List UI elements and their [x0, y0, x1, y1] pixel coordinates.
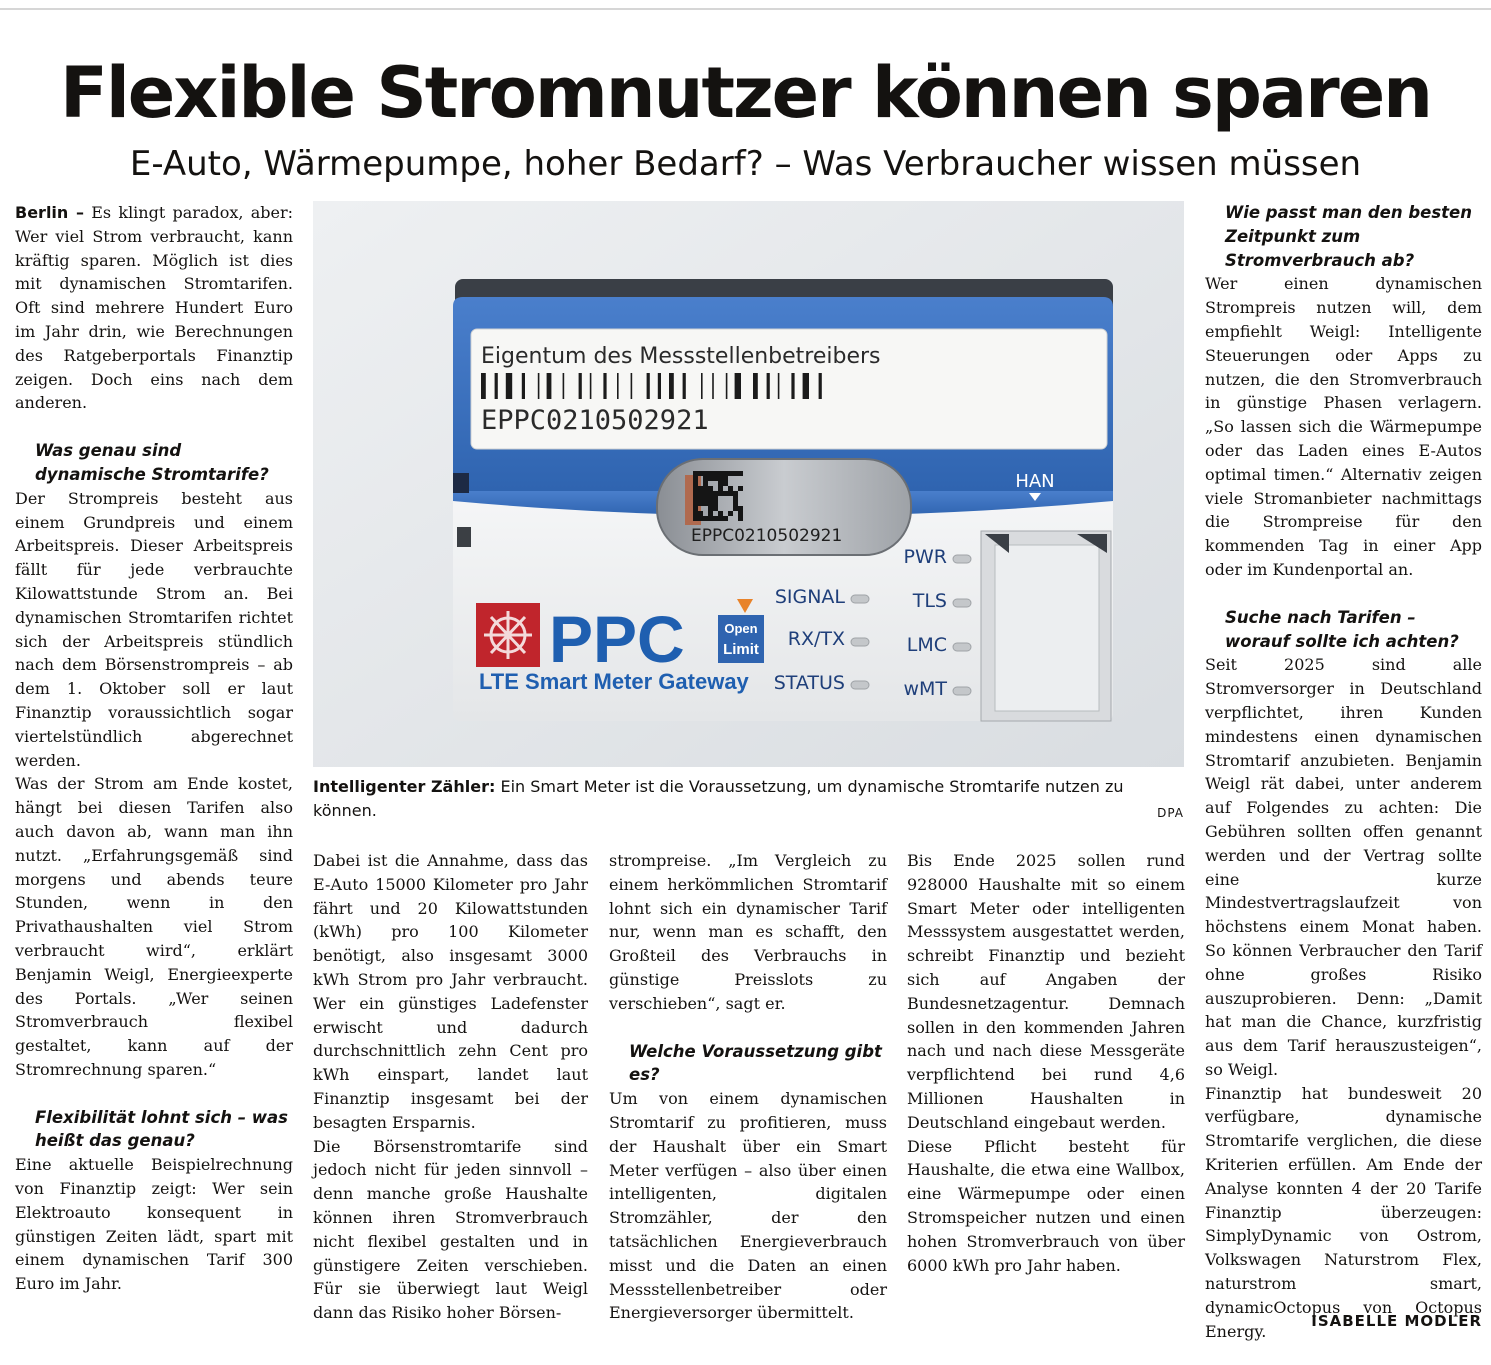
photo-caption: [313, 775, 1184, 823]
paragraph: Der Strompreis besteht aus einem Grundpreis und einem Arbeitspreis. Dieser Arbeitspreis fällt für jede verbrauchte Kilowattstunde Strom an. Bei dynamischen Stromtarifen richtet sich der Arbeitspreis stündlich nach dem Börsenstrompreis – ab dem 1. Oktober soll er laut Finanztip voraussichtlich sogar viertelstündlich abgerechnet werden.: [15, 488, 293, 770]
article-column-4: [907, 849, 1185, 1277]
article-column-5: [1205, 201, 1482, 1343]
product-name: LTE Smart Meter Gateway: [479, 669, 749, 694]
headline: Flexible Stromnutzer können sparen: [60, 52, 1431, 134]
photo-credit: DPA: [1157, 806, 1184, 820]
led-label-rxtx: RX/TX: [787, 628, 845, 650]
led-lmc: [953, 643, 971, 651]
subheading: Was genau sind dynamische Stromtarife?: [35, 441, 269, 484]
window-id: EPPC0210502921: [691, 526, 843, 546]
brand-name: PPC: [549, 602, 685, 676]
subheading: Suche nach Tarifen – worauf sollte ich achten?: [1225, 607, 1459, 651]
author-byline: ISABELLE MODLER: [1311, 1312, 1482, 1330]
led-status: [851, 681, 869, 689]
svg-text:Open: Open: [724, 621, 758, 636]
photo-smart-meter: [313, 201, 1184, 767]
paragraph: Bis Ende 2025 sollen rund 928000 Haushalte mit so einem Smart Meter oder intelligenten Messsystem ausgestattet werden, schreibt Finanztip und bezieht sich auf Angaben der Bundesnetzagentur. Demnach sollen in den kommenden Jahren nach und nach diese Messgeräte verpflichtend bei rund 4,6 Millionen Haushalten in Deutschland eingebaut werden.: [907, 851, 1185, 1132]
paragraph: Diese Pflicht besteht für Haushalte, die etwa eine Wallbox, eine Wärmepumpe oder einen Stromspeicher nutzen und einen hohen Stromverbrauch von über 6000 kWh pro Jahr haben.: [907, 1136, 1185, 1275]
led-signal: [851, 595, 869, 603]
article-column-1: [15, 201, 293, 1296]
ppc-logo-icon: [476, 603, 540, 667]
caption-label: Intelligenter Zähler:: [313, 777, 496, 796]
svg-text:Limit: Limit: [723, 641, 759, 658]
paragraph: Berlin – Es klingt paradox, aber: Wer viel Strom verbraucht, kann kräftig sparen. Möglich ist dies mit dynamischen Stromtarifen. Oft sind mehrere Hundert Euro im Jahr drin, wie Berechnungen des Ratgeberportals Finanztip zeigen. Doch eins nach dem anderen.: [15, 203, 293, 413]
smart-meter-illustration: [313, 201, 1184, 767]
paragraph: Eine aktuelle Beispielrechnung von Finanztip zeigt: Wer sein Elektroauto konsequent in günstigen Zeiten lädt, spart mit einem dynamischen Tarif 300 Euro im Jahr.: [15, 1155, 293, 1294]
led-label-status: STATUS: [773, 672, 845, 694]
led-pwr: [953, 555, 971, 563]
led-tls: [953, 599, 971, 607]
led-rxtx: [851, 638, 869, 646]
sticker-id: EPPC0210502921: [481, 405, 709, 436]
subheading: Flexibilität lohnt sich – was heißt das genau?: [35, 1107, 288, 1151]
paragraph: Um von einem dynamischen Stromtarif zu profitieren, muss der Haushalt über ein Smart Meter verfügen – also über einen intelligenten, digitalen Stromzähler, der den tatsächlichen Energieverbrauch misst und die Daten an einen Messstellenbetreiber oder Energieversorger übermittelt.: [609, 1089, 887, 1323]
sticker-title: Eigentum des Messstellenbetreibers: [481, 344, 881, 369]
paragraph: Was der Strom am Ende kostet, hängt bei diesen Tarifen also auch davon ab, wann man ihn nutzt. „Erfahrungsgemäß sind morgens und abends teure Stunden, wenn in den Privathaushalten viel Strom verbraucht wird“, erklärt Benjamin Weigl, Energieexperte des Portals. „Wer seinen Stromverbrauch flexibel gestaltet, kann auf der Stromrechnung sparen.“: [15, 774, 293, 1079]
paragraph: Seit 2025 sind alle Stromversorger in Deutschland verpflichtet, ihren Kunden mindestens einen dynamischen Stromtarif anzubieten. Benjamin Weigl rät dabei, unter anderem auf Folgendes zu achten: Die Gebühren sollten offen genannt werden und der Vertrag sollte eine kurze Mindestvertragslaufzeit von höchstens einem Monat haben. So können Verbraucher den Tarif ohne großes Risiko auszuprobieren. Denn: „Damit hat man die Chance, kurzfristig aus dem Tarif herauszusteigen“, so Weigl.: [1205, 655, 1482, 1079]
subheadline: E-Auto, Wärmepumpe, hoher Bedarf? – Was Verbraucher wissen müssen: [129, 144, 1362, 184]
caption-text: Ein Smart Meter ist die Voraussetzung, um dynamische Stromtarife nutzen zu können.: [313, 777, 1124, 820]
paragraph: strompreise. „Im Vergleich zu einem herkömmlichen Stromtarif lohnt sich ein dynamischer Tarif nur, wenn man es schafft, den Großteil des Verbrauchs in günstige Preisslots zu verschieben“, sagt er.: [609, 851, 887, 1013]
led-label-signal: SIGNAL: [774, 586, 845, 608]
paragraph: Wer einen dynamischen Strompreis nutzen will, dem empfiehlt Weigl: Intelligente Steuerungen oder Apps zu nutzen, die den Stromverbrauch in günstige Phasen verlagern. „So lassen sich die Wärmepumpe oder das Laden eines E-Autos optimal timen.“ Alternativ zeigen viele Stromanbieter nachmittags die Strompreise für den kommenden Tag in einer App oder im Kundenportal an.: [1205, 274, 1482, 579]
article-column-3: [609, 849, 887, 1325]
subheading: Wie passt man den besten Zeitpunkt zum Stromverbrauch ab?: [1225, 203, 1472, 270]
top-rule: [0, 8, 1491, 10]
article-column-2: [313, 849, 588, 1325]
paragraph: Dabei ist die Annahme, dass das E-Auto 15000 Kilometer pro Jahr fährt und 20 Kilowattstunden (kWh) pro 100 Kilometer benötigt, also insgesamt 3000 kWh Strom pro Jahr verbraucht. Wer ein günstiges Ladefenster erwischt und dadurch durchschnittlich zehn Cent pro kWh einspart, landet laut Finanztip insgesamt bei der besagten Ersparnis.: [313, 851, 588, 1132]
led-label-lmc: LMC: [906, 634, 947, 656]
led-wmt: [953, 687, 971, 695]
subheading: Welche Voraussetzung gibt es?: [629, 1041, 882, 1085]
led-label-pwr: PWR: [903, 546, 947, 568]
dateline: Berlin –: [15, 203, 85, 222]
paragraph: Finanztip hat bundesweit 20 verfügbare, dynamische Stromtarife verglichen, die diese Kriterien erfüllen. Am Ende der Analyse konnten 4 der 20 Tarife Finanztip überzeugen: SimplyDynamic von Ostrom, Volkswagen Naturstrom Flex, naturstrom smart, dynamicOctopus von Octopus Energy.: [1205, 1083, 1482, 1341]
led-label-tls: TLS: [912, 590, 947, 612]
led-label-wmt: wMT: [903, 678, 947, 700]
paragraph: Die Börsenstromtarife sind jedoch nicht für jeden sinnvoll – denn manche große Haushalte können ihren Stromverbrauch nicht flexibel gestalten und in günstigere Zeiten verschieben. Für sie überwiegt laut Weigl dann das Risiko hoher Börsen-: [313, 1136, 588, 1323]
han-label: HAN: [1015, 471, 1055, 492]
